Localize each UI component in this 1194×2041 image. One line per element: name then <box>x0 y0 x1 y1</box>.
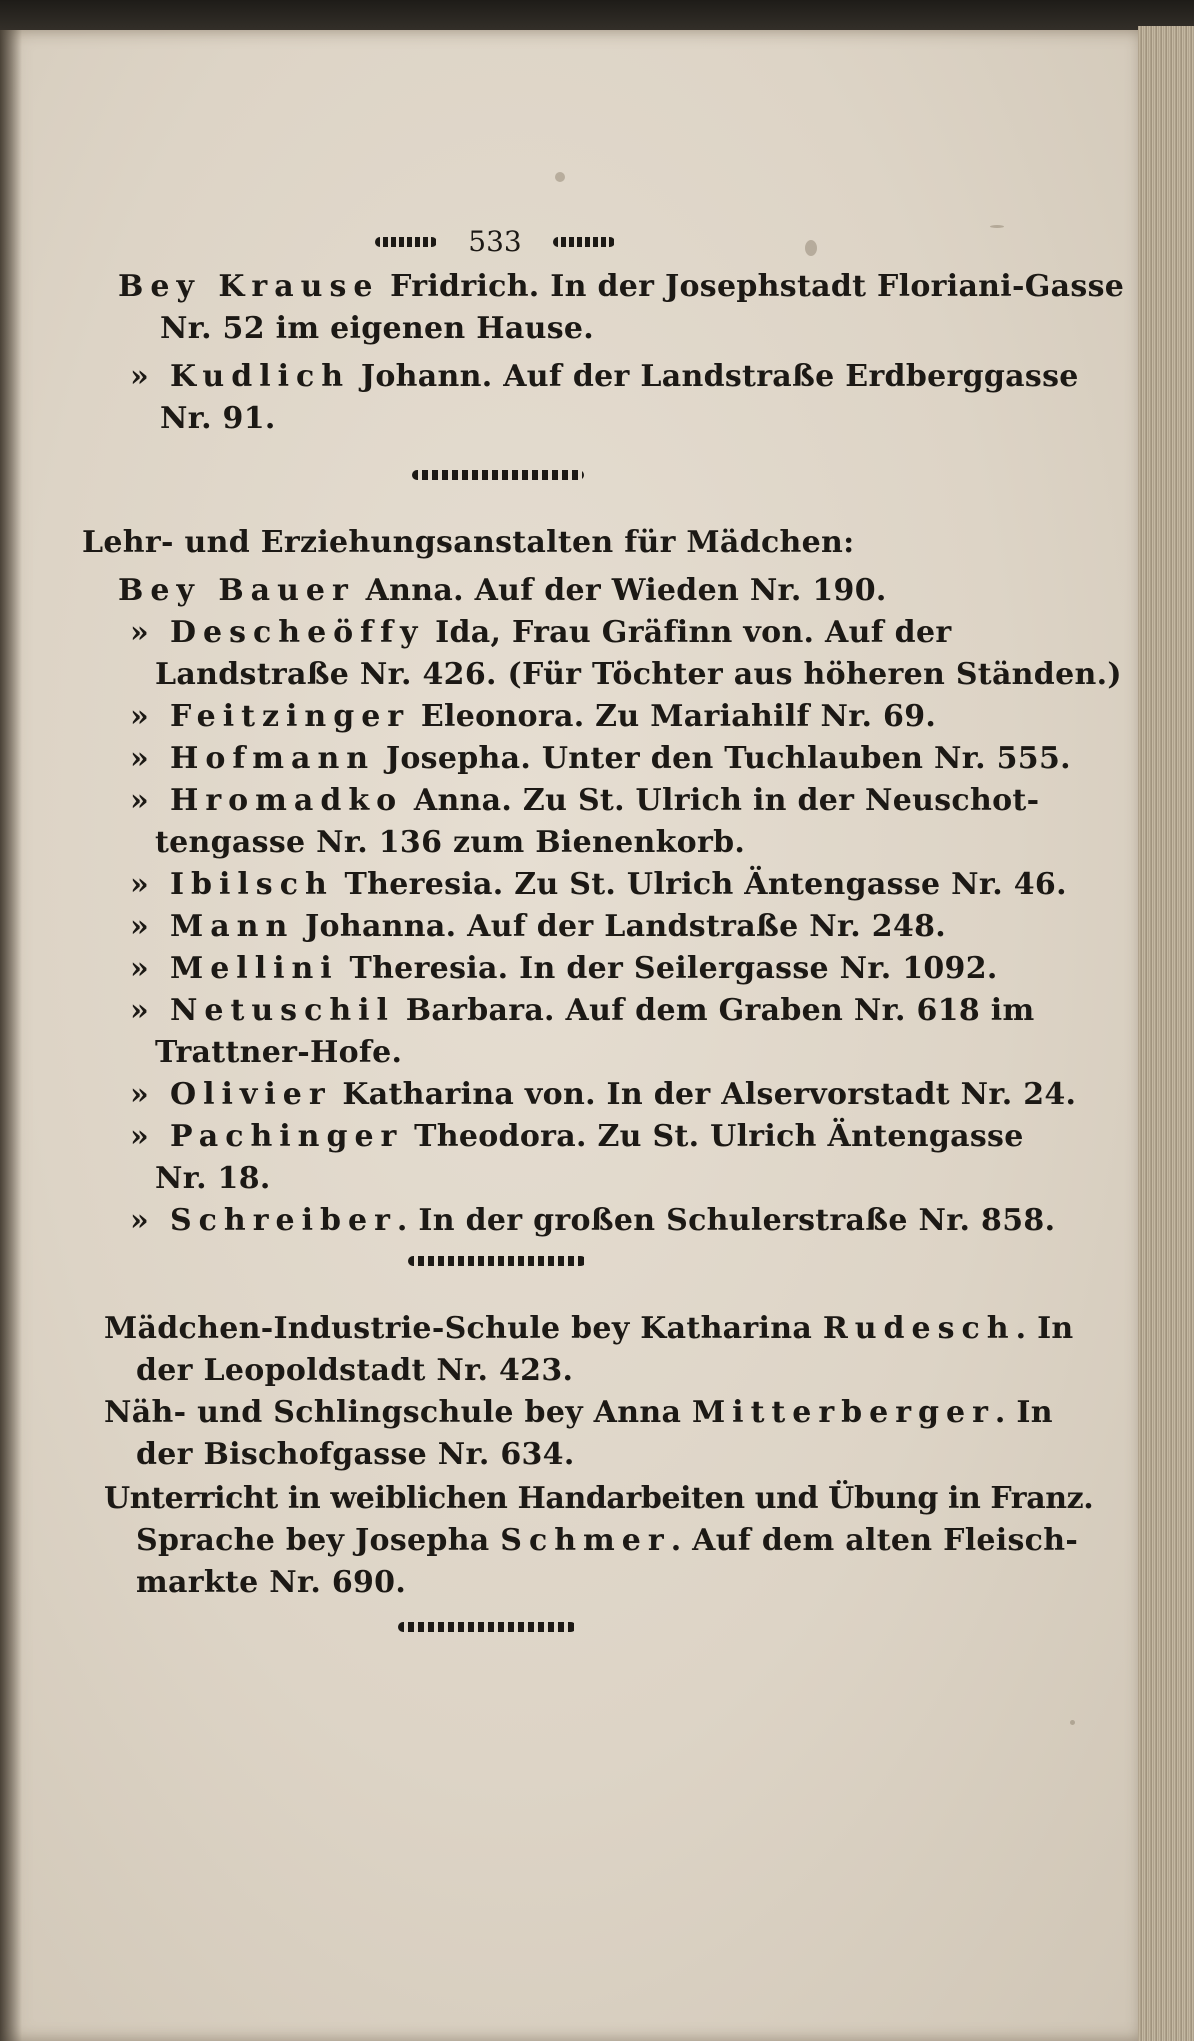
entry-schmer: Unterricht in weiblichen Handarbeiten und Übung in Franz. <box>104 1481 1094 1516</box>
ornament-left <box>375 237 437 247</box>
entry-hofmann <box>130 740 1071 778</box>
entry-continuation: tengasse Nr. 136 zum Bienenkorb. <box>155 825 746 860</box>
entry-continuation <box>136 1522 1078 1560</box>
entry-name: Bey Krause <box>118 269 380 304</box>
section-divider <box>398 1622 576 1632</box>
entry-text: Fridrich. In der Josephstadt Floriani-Gasse <box>379 269 1125 304</box>
entry-continuation: der Bischofgasse Nr. 634. <box>136 1437 575 1472</box>
paper-stain <box>990 225 1004 228</box>
entry-text: Anna. Zu St. Ulrich in der Neuschot- <box>403 783 1040 818</box>
entry-text: Theodora. Zu St. Ulrich Äntengasse <box>403 1119 1024 1154</box>
entry-name: Ibilsch <box>170 867 334 902</box>
entry-continuation: der Leopoldstadt Nr. 423. <box>136 1353 574 1388</box>
entry-pachinger <box>130 1118 1024 1156</box>
paper-stain <box>555 172 565 182</box>
entry-name: Netuschil <box>170 993 395 1028</box>
entry-hromadko <box>130 782 1039 820</box>
entry-ibilsch <box>130 866 1067 904</box>
entry-mark: » <box>130 951 150 986</box>
entry-continuation: Nr. 18. <box>155 1161 271 1196</box>
entry-name: Bey Bauer <box>118 573 355 608</box>
entry-text: Theresia. Zu St. Ulrich Äntengasse Nr. 46. <box>333 867 1067 902</box>
section-divider <box>412 470 584 480</box>
entry-mark: » <box>130 909 150 944</box>
entry-text: Näh- und Schlingschule bey Anna <box>104 1395 692 1430</box>
entry-text: Theresia. In der Seilergasse Nr. 1092. <box>338 951 998 986</box>
entry-name: Schmer <box>500 1523 671 1558</box>
entry-mellini <box>130 950 998 988</box>
entry-mann <box>130 908 946 946</box>
entry-name: Rudesch <box>822 1311 1016 1346</box>
entry-mark: » <box>130 867 150 902</box>
entry-text: Mädchen-Industrie-Schule bey Katharina <box>104 1311 823 1346</box>
entry-text: Katharina von. In der Alservorstadt Nr. 24. <box>331 1077 1077 1112</box>
entry-text: . In <box>1015 1311 1074 1346</box>
page-gutter <box>0 30 22 2041</box>
entry-continuation: markte Nr. 690. <box>136 1565 407 1600</box>
entry-name: Hofmann <box>170 741 376 776</box>
entry-name: Olivier <box>170 1077 332 1112</box>
entry-text: Johanna. Auf der Landstraße Nr. 248. <box>294 909 947 944</box>
entry-text: Ida, Frau Gräfinn von. Auf der <box>424 615 952 650</box>
entry-mark: » <box>130 359 150 394</box>
entry-krause <box>118 268 1124 306</box>
section-heading: Lehr- und Erziehungsanstalten für Mädchen: <box>82 525 855 560</box>
entry-feitzinger <box>130 698 936 736</box>
entry-text: Barbara. Auf dem Graben Nr. 618 im <box>394 993 1035 1028</box>
page-number-text: 533 <box>468 225 522 258</box>
entry-name: Descheöffy <box>170 615 425 650</box>
entry-name: Kudlich <box>170 359 351 394</box>
entry-text: Sprache bey Josepha <box>136 1523 501 1558</box>
entry-mark: » <box>130 1077 150 1112</box>
entry-continuation: Nr. 91. <box>160 401 276 436</box>
entry-kudlich <box>130 358 1079 396</box>
entry-rudesch <box>104 1310 1074 1348</box>
entry-continuation: Landstraße Nr. 426. (Für Töchter aus höheren Ständen.) <box>155 657 1122 692</box>
entry-text: Johann. Auf der Landstraße Erdberggasse <box>350 359 1079 394</box>
entry-schreiber <box>130 1202 1055 1240</box>
entry-text: Anna. Auf der Wieden Nr. 190. <box>354 573 887 608</box>
entry-mark: » <box>130 741 150 776</box>
entry-name: Mitterberger <box>691 1395 995 1430</box>
entry-text: . Auf dem alten Fleisch- <box>670 1523 1079 1558</box>
entry-text: . In <box>994 1395 1053 1430</box>
entry-olivier <box>130 1076 1076 1114</box>
page-number <box>375 224 615 260</box>
entry-mark: » <box>130 1203 150 1238</box>
entry-mark: » <box>130 993 150 1028</box>
entry-text: Eleonora. Zu Mariahilf Nr. 69. <box>410 699 937 734</box>
entry-text: . In der großen Schulerstraße Nr. 858. <box>396 1203 1056 1238</box>
entry-mark: » <box>130 783 150 818</box>
entry-mark: » <box>130 699 150 734</box>
entry-mark: » <box>130 1119 150 1154</box>
entry-name: Hromadko <box>170 783 404 818</box>
paper-stain <box>1070 1720 1075 1725</box>
entry-name: Mann <box>170 909 295 944</box>
entry-name: Pachinger <box>170 1119 404 1154</box>
entry-mark: » <box>130 615 150 650</box>
ornament-right <box>553 237 615 247</box>
entry-descheoffy <box>130 614 951 652</box>
section-divider <box>408 1256 586 1266</box>
entry-name: Feitzinger <box>170 699 411 734</box>
page-edge-stack <box>1138 26 1194 2041</box>
paper-stain <box>805 240 817 256</box>
entry-text: Josepha. Unter den Tuchlauben Nr. 555. <box>375 741 1071 776</box>
entry-netuschil <box>130 992 1035 1030</box>
entry-mitterberger <box>104 1394 1053 1432</box>
entry-name: Schreiber <box>170 1203 397 1238</box>
entry-continuation: Trattner-Hofe. <box>155 1035 403 1070</box>
entry-continuation: Nr. 52 im eigenen Hause. <box>160 311 595 346</box>
entry-bauer <box>118 572 887 610</box>
entry-name: Mellini <box>170 951 339 986</box>
